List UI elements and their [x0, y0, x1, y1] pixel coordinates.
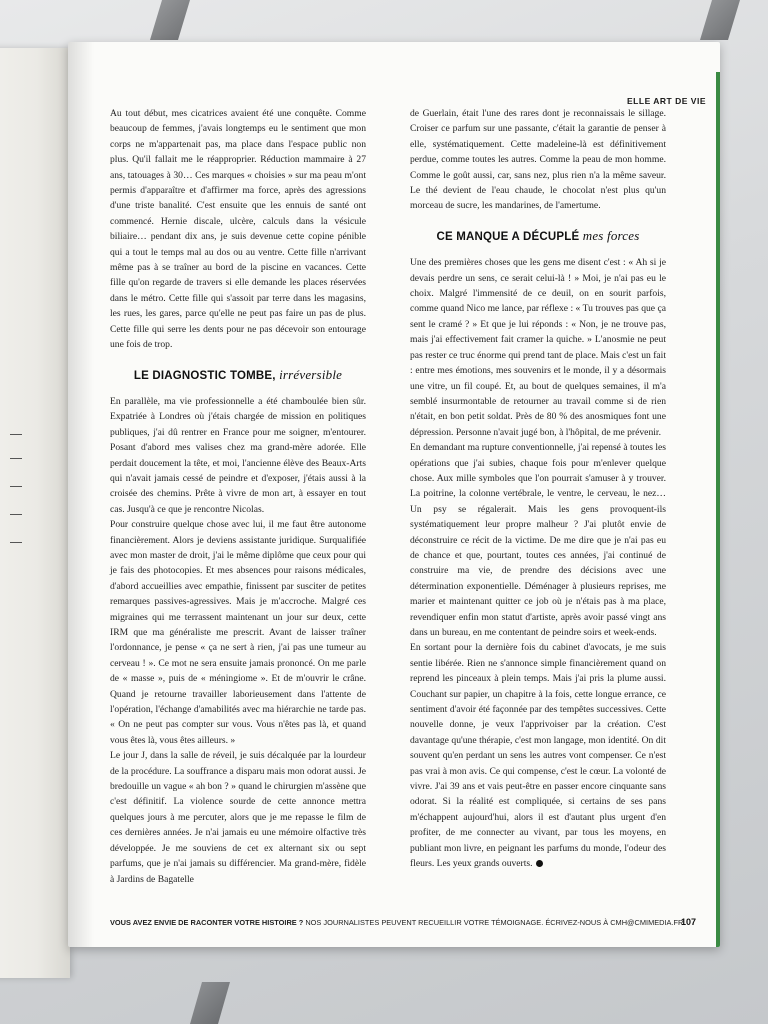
right-column	[410, 106, 666, 872]
text-fragment	[10, 508, 22, 515]
paragraph	[410, 640, 666, 871]
subheading-bold: CE MANQUE A DÉCUPLÉ	[436, 230, 580, 243]
subheading	[410, 228, 666, 245]
subheading-italic: irréversible	[279, 366, 343, 382]
text-fragment	[10, 480, 22, 487]
paragraph: En parallèle, ma vie professionnelle a été chamboulée bien sûr. Expatriée à Londres où j'étais chargée de mission en politiques publiques, j'ai dû rentrer en France pour me soigner, m'entourer. Posant d'abord mes valises chez ma grand-mère adorée. Elle perdait doucement la tête, et moi, l'ancienne élève des Beaux-Arts qui n'avait jamais cessé de peindre et d'exposer, j'étais aussi à la croisée des chemins. Prête à vivre de mon art, à essayer en tout cas. Jusqu'à ce que je rencontre Nicolas.	[110, 395, 366, 515]
paragraph: Une des premières choses que les gens me disent c'est : « Ah si je devais perdre un sens, ce serait celui-là ! » Moi, je n'ai pas eu le choix. Malgré l'immensité de ce deuil, on en sourit parfois, comme quand Nico me lance, par réflexe : « Tu trouves pas que ça sent le cramé ? » Et que je lui réponds : « Non, je ne trouve pas, mais j'ai effectivement fait cramer la quiche. » L'anosmie ne peut pas rester ce truc énorme qui prend tant de place. Mais c'est un fait : entre mes émotions, mes souvenirs et le monde, il y a désormais une vitre, un fil coupé. Et, au bout de quelques semaines, il m'a semblé insurmontable de retourner au travail comme si de rien n'était, en bon petit soldat. Près de 80 % des anosmiques font une dépression. Personne n'avait jugé bon, à l'hôpital, de me prévenir.	[410, 257, 666, 438]
paragraph: Pour construire quelque chose avec lui, il me faut être autonome financièrement. Alors je deviens assistante juridique. Surqualifiée avec mon master de droit, j'ai le même diplôme que ceux pour qui je fais des photocopies. Et mes absences pour raisons médicales, d'abord accueillies avec empathie, finissent par susciter de petites remarques passives-agressives. Mais je m'accroche. Malgré ces migraines qui me terrassent maintenant un jour sur deux, cette IRM que ma généraliste me prescrit. Avant de laisser traîner l'ordonnance, je pense « ça ne sert à rien, j'ai pas une tumeur au cerveau ! ». Ce mot ne sera ensuite jamais prononcé. On me parle de « masse », puis de « méningiome ». Et de m'ouvrir le crâne. Quand je retourne travailler laborieusement dans l'attente de l'opération, l'échange d'amabilités avec ma hiérarchie ne tarde pas. « On ne peut pas compter sur vous. Vous n'êtes pas là, et quand vous êtes là, vous êtes ailleurs. »	[110, 519, 366, 746]
section-color-edge	[716, 72, 720, 947]
text-fragment	[10, 428, 22, 435]
paragraph: En demandant ma rupture conventionnelle, j'ai repensé à toutes les opérations que j'ai subies, chaque fois pour m'enlever quelque chose. Aux mille symboles que l'on pourrait s'amuser à y trouver. La poitrine, la colonne vertébrale, le ventre, le cerveau, le nez… Un psy se régalerait. Mais les gens provoquent-ils systématiquement leur propre malheur ? J'ai plutôt envie de déconstruire ce récit de la victime. De me dire que je n'ai pas eu de chance et que, pourtant, toutes ces années, j'ai continué de construire ma vie, de prendre des décisions avec une détermination exponentielle. Déménager à plusieurs reprises, me marier et maintenant quitter ce job où je n'étais pas à ma place, revendiquer enfin mon statut d'artiste, après avoir passé vingt ans dans un bureau, en me contentant de peindre soirs et week-ends.	[410, 442, 666, 638]
text-fragment	[10, 452, 22, 459]
footer-prompt: VOUS AVEZ ENVIE DE RACONTER VOTRE HISTOIRE ?	[110, 918, 304, 927]
section-label: ELLE ART DE VIE	[627, 96, 706, 106]
subheading-italic: mes forces	[582, 227, 640, 243]
paragraph: Au tout début, mes cicatrices avaient été une conquête. Comme beaucoup de femmes, j'avais longtemps eu le sentiment que mon corps ne m'appartenait pas, ma place dans l'espace public non plus. Qu'il fallait me le réapproprier. Réduction mammaire à 27 ans, tatouages à 30… Ces marques « choisies » sur ma peau m'ont permis d'apparaître et d'affirmer ma force, après des agressions d'une triste banalité. C'est ensuite que les ennuis de santé ont commencé. Hernie discale, ulcère, calculs dans la vésicule biliaire… pendant dix ans, je suis devenue cette copine pénible qui a tout le temps mal au dos ou au ventre. Cette fille n'arrivant même pas à se traîner au bord de la piscine en vacances. Cette fille qu'on regarde de travers si elle demande les places réservées dans le métro. Cette fille qui s'assoit par terre dans les magasins, les rues, les gares, parce qu'elle ne peut pas faire un pas de plus. Cette fille qui serre les dents pour ne pas décevoir son entourage une fois de trop.	[110, 108, 366, 351]
subheading-bold: LE DIAGNOSTIC TOMBE,	[133, 369, 276, 382]
left-column	[110, 106, 366, 887]
paragraph: de Guerlain, était l'une des rares dont je reconnaissais le sillage. Croiser ce parfum sur une passante, c'était la garantie de penser à elle, systématiquement. Cette madeleine-là est définitivement perdue, comme toutes les autres. Comme la peau de mon homme. Comme le goût aussi, car, sans nez, plus rien n'a la même saveur. Le thé devient de l'eau chaude, le chocolat n'est plus qu'un morceau de sucre, les mandarines, de l'amertume.	[410, 108, 666, 212]
subheading	[110, 367, 366, 384]
magazine-page	[68, 42, 720, 947]
end-of-article-mark	[536, 860, 543, 867]
footer-callout	[110, 918, 684, 927]
text-fragment	[10, 536, 22, 543]
paragraph: Le jour J, dans la salle de réveil, je suis décalquée par la lourdeur de la procédure. La souffrance a disparu mais mon odorat aussi. Je bredouille un vague « ah bon ? » quand le chirurgien m'assène que c'est définitif. La violence sourde de cette annonce mettra quelques jours à me percuter, alors que je me repasse le film de ces dernières années. Je n'ai jamais eu une mémoire olfactive très développée. Je me souviens de cet ex alternant six ou sept parfums, que je n'ai jamais su différencier. Ma grand-mère, fidèle à Jardins de Bagatelle	[110, 750, 366, 885]
footer-info: NOS JOURNALISTES PEUVENT RECUEILLIR VOTRE TÉMOIGNAGE. ÉCRIVEZ-NOUS À CMH@CMIMEDIA.FR	[305, 918, 684, 927]
page-number: 107	[680, 917, 696, 927]
facing-page-edge	[0, 48, 70, 978]
paragraph-text: En sortant pour la dernière fois du cabinet d'avocats, je me suis sentie libérée. Rien ne s'annonce simple financièrement quand on reprend les pinceaux à plein temps. Mais j'ai pris la plume aussi. Couchant sur papier, un chapitre à la fois, cette longue errance, ce sentiment d'avoir été façonnée par des tempêtes successives. Cette nouvelle donne, je veux l'apprivoiser par la création. C'est davantage qu'une thérapie, c'est mon langage, mon identité. On dit souvent qu'en perdant un sens les autres vont compenser. Ce n'est pas vrai à mon avis. Ce qui compense, c'est le cœur. La volonté de vivre. J'ai 39 ans et vais peut-être en passer encore cinquante sans odorat. Si la réalité est compliquée, si certains de ses pans m'échappent aujourd'hui, alors il est d'autant plus urgent d'en profiter, de me connecter au vivant, par tous les moyens, en publiant mon livre, en peignant les parfums du monde, l'odeur des fleurs. Les yeux grands ouverts.	[410, 642, 666, 870]
